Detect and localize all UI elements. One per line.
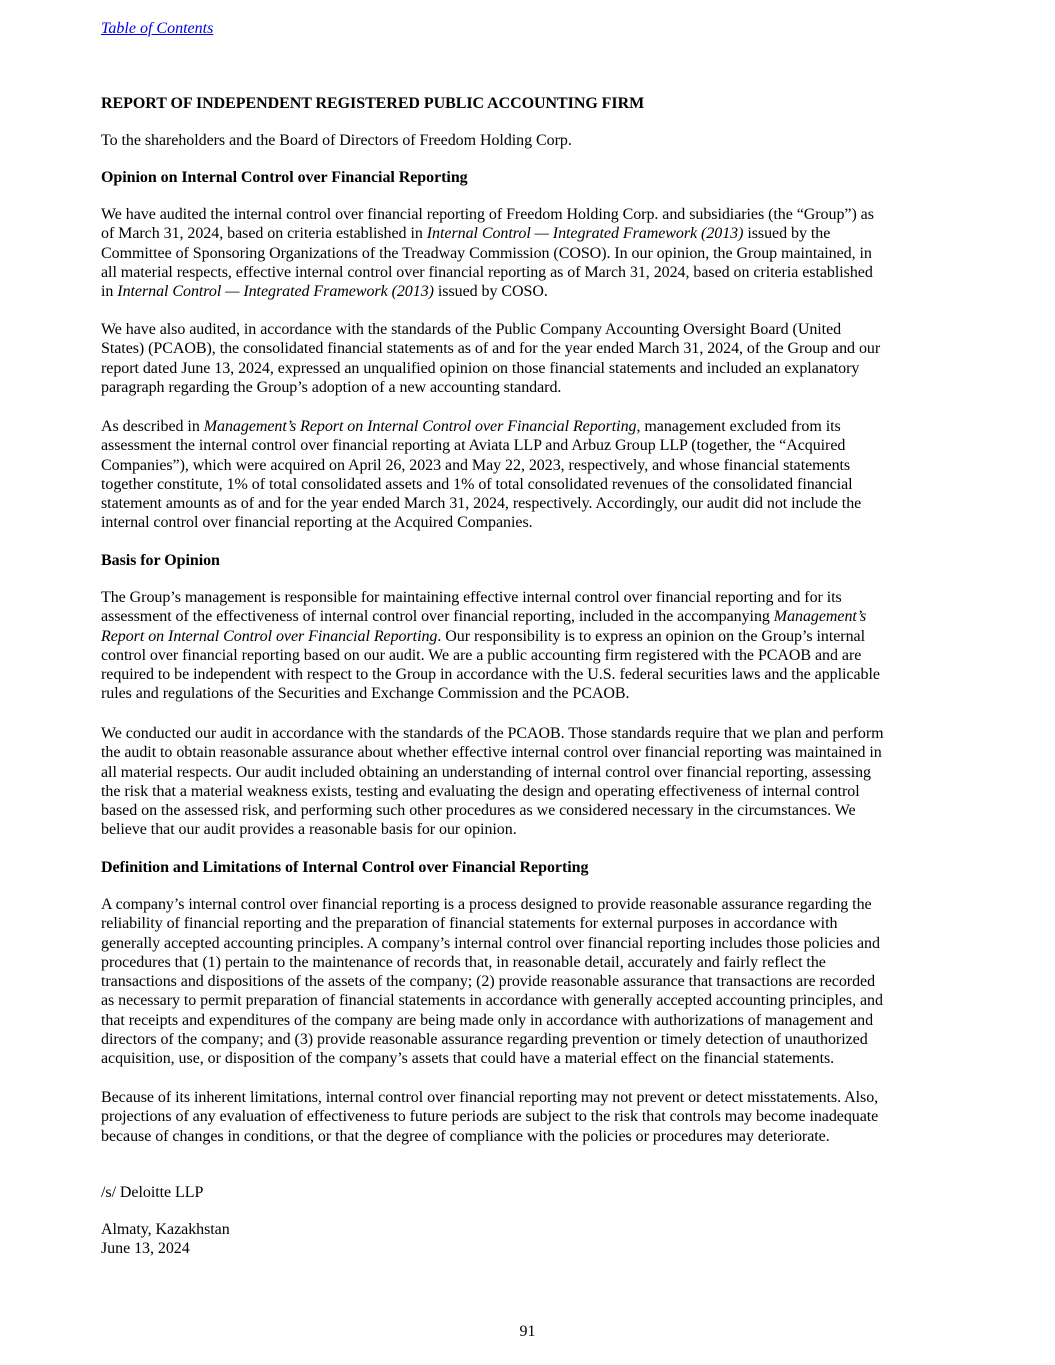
page-number: 91	[519, 1323, 536, 1340]
signature-location-date	[101, 1220, 961, 1259]
signature-date: June 13, 2024	[101, 1240, 190, 1258]
opinion-paragraph-1: We have audited the internal control over financial reporting of Freedom Holding Corp. and subsidiaries (the “Group”) as of March 31, 2024, based on criteria established in Internal Control — Integrated Framework (2013) issued by the Committee of Sponsoring Organizations of the Treadway Commission (COSO). In our opinion, the Group maintained, in all material respects, effective internal control over financial reporting as of March 31, 2024, based on criteria established in Internal Control — Integrated Framework (2013) issued by COSO.	[101, 206, 874, 301]
section-heading-basis: Basis for Opinion	[101, 552, 220, 569]
opinion-paragraph-3: As described in Management’s Report on Internal Control over Financial Reporting, management excluded from its assessment the internal control over financial reporting at Aviata LLP and Arbuz Group LLP (together, the “Acquired Companies”), which were acquired on April 26, 2023 and May 22, 2023, respectively, and whose financial statements together constitute, 1% of total consolidated assets and 1% of total consolidated revenues of the consolidated financial statement amounts as of and for the year ended March 31, 2024, respectively. Accordingly, our audit did not include the internal control over financial reporting at the Acquired Companies.	[101, 418, 862, 532]
addressee: To the shareholders and the Board of Directors of Freedom Holding Corp.	[101, 132, 572, 149]
section-heading-opinion: Opinion on Internal Control over Financial Reporting	[101, 169, 468, 186]
basis-paragraph-1: The Group’s management is responsible for maintaining effective internal control over financial reporting and for its assessment of the effectiveness of internal control over financial reporting, included in the accompanying Management’s Report on Internal Control over Financial Reporting. Our responsibility is to express an opinion on the Group’s internal control over financial reporting based on our audit. We are a public accounting firm registered with the PCAOB and are required to be independent with respect to the Group in accordance with the U.S. federal securities laws and the applicable rules and regulations of the Securities and Exchange Commission and the PCAOB.	[101, 589, 880, 703]
table-of-contents-link[interactable]: Table of Contents	[101, 20, 214, 37]
signature-firm: /s/ Deloitte LLP	[101, 1184, 204, 1201]
signature-location: Almaty, Kazakhstan	[101, 1221, 230, 1238]
definition-paragraph-2: Because of its inherent limitations, internal control over financial reporting may not prevent or detect misstatements. Also, projections of any evaluation of effectiveness to future periods are subject to the risk that controls may become inadequate because of changes in conditions, or that the degree of compliance with the policies or procedures may deteriorate.	[101, 1089, 879, 1145]
definition-paragraph-1: A company’s internal control over financial reporting is a process designed to provide reasonable assurance regarding the reliability of financial reporting and the preparation of financial statements for external purposes in accordance with generally accepted accounting principles. A company’s internal control over financial reporting includes those policies and procedures that (1) pertain to the maintenance of records that, in reasonable detail, accurately and fairly reflect the transactions and dispositions of the assets of the company; (2) provide reasonable assurance that transactions are recorded as necessary to permit preparation of financial statements in accordance with generally accepted accounting principles, and that receipts and expenditures of the company are being made only in accordance with authorizations of management and directors of the company; and (3) provide reasonable assurance regarding prevention or timely detection of unauthorized acquisition, use, or disposition of the company’s assets that could have a material effect on the financial statements.	[101, 896, 883, 1068]
basis-paragraph-2: We conducted our audit in accordance with the standards of the PCAOB. Those standards require that we plan and perform the audit to obtain reasonable assurance about whether effective internal control over financial reporting was maintained in all material respects. Our audit included obtaining an understanding of internal control over financial reporting, assessing the risk that a material weakness exists, testing and evaluating the design and operating effectiveness of internal control based on the assessed risk, and performing such other procedures as we considered necessary in the circumstances. We believe that our audit provides a reasonable basis for our opinion.	[101, 725, 884, 839]
report-title: REPORT OF INDEPENDENT REGISTERED PUBLIC ACCOUNTING FIRM	[101, 95, 645, 112]
section-heading-definition: Definition and Limitations of Internal Control over Financial Reporting	[101, 859, 589, 876]
opinion-paragraph-2: We have also audited, in accordance with the standards of the Public Company Accounting Oversight Board (United States) (PCAOB), the consolidated financial statements as of and for the year ended March 31, 2024, of the Group and our report dated June 13, 2024, expressed an unqualified opinion on those financial statements and included an explanatory paragraph regarding the Group’s adoption of a new accounting standard.	[101, 321, 881, 396]
